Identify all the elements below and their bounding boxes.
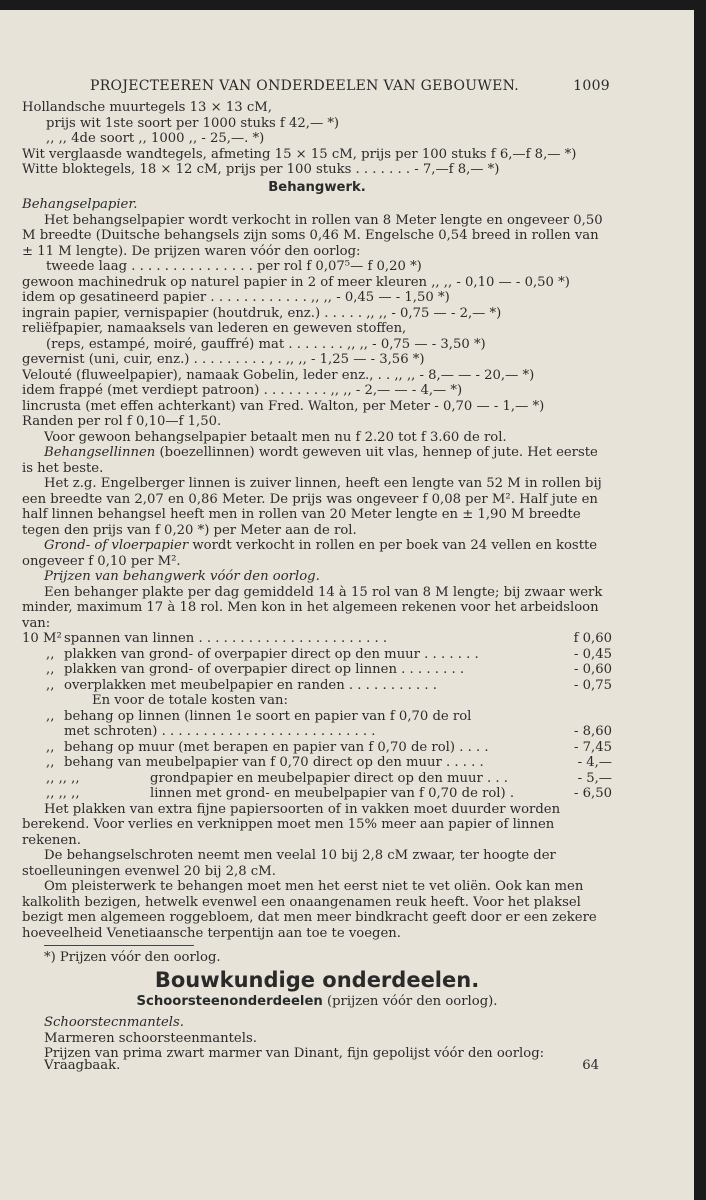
price-line: idem op gesatineerd papier . . . . . . . . . . . . ,, ,, - 0,45 — - 1,50 *) (22, 290, 450, 305)
labor-row (22, 647, 612, 663)
section-subtitle-bold: Schoorsteenonderdeelen (136, 993, 323, 1009)
labor-price: - 0,75 (573, 677, 612, 693)
price-line: idem frappé (met verdiept patroon) . . . . . . . . ,, ,, - 2,— — - 4,— *) (22, 383, 463, 398)
labor-desc: plakken van grond- of overpapier direct op linnen . . . . . . . . (64, 662, 465, 677)
footer-right: 64 (582, 1058, 599, 1073)
paragraph: Om pleisterwerk te behangen moet men het eerst niet te vet oliën. Ook kan men kalkolith bezigen, hetwelk evenwel een onaangenamen reuk heeft. Voor het plaksel bezigt men algemeen roggebloem, dat men meer bindkracht geeft door er een zekere hoeveelheid Venetiaansche terpentijn aan toe te voegen. (22, 879, 597, 941)
section-subtitle (22, 994, 612, 1010)
labor-prefix: ,, ,, ,, (46, 770, 80, 786)
subheading-grondpapier: Grond- of vloerpapier (44, 538, 189, 553)
body-text (22, 100, 612, 1062)
running-header (90, 78, 610, 94)
labor-row (22, 771, 612, 787)
price-line: reliëfpapier, namaaksels van lederen en geweven stoffen, (22, 321, 407, 336)
paragraph: Het plakken van extra fijne papiersoorten of in vakken moet duurder worden berekend. Voor verlies en verknippen moet men 15% meer aan papier of linnen rekenen. (22, 801, 561, 848)
labor-prefix: ,, (46, 646, 55, 662)
paragraph-grond (22, 538, 612, 569)
text-line: Witte bloktegels, 18 × 12 cM, prijs per 100 stuks . . . . . . . - 7,—f 8,— *) (22, 162, 500, 177)
section-heading-behangwerk: Behangwerk. (268, 179, 366, 195)
subheading-behangselpapier: Behangselpapier. (22, 197, 138, 212)
paragraph: Voor gewoon behangselpapier betaalt men nu f 2.20 tot f 3.60 de rol. (44, 429, 507, 445)
section-title: Bouwkundige onderdeelen. (154, 967, 480, 992)
labor-price: - 0,45 (573, 646, 612, 662)
labor-desc: plakken van grond- of overpapier direct op den muur . . . . . . . (64, 646, 479, 662)
text-line: ,, ,, 4de soort ,, 1000 ,, - 25,—. *) (46, 131, 265, 146)
price-line: (reps, estampé, moiré, gauffré) mat . . . . . . . ,, ,, - 0,75 — - 3,50 *) (46, 336, 486, 352)
price-line: Velouté (fluweelpapier), namaak Gobelin, leder enz., . . ,, ,, - 8,— — - 20,— *) (22, 367, 535, 383)
labor-row (22, 786, 612, 802)
labor-price: - 5,— (577, 770, 612, 786)
labor-row (22, 755, 612, 771)
labor-prefix: ,, (46, 677, 55, 693)
price-line: lincrusta (met effen achterkant) van Fred. Walton, per Meter - 0,70 — - 1,— *) (22, 398, 545, 414)
labor-price: - 7,45 (573, 739, 612, 755)
price-line: gevernist (uni, cuir, enz.) . . . . . . . . . , . ,, ,, - 1,25 — - 3,56 *) (22, 352, 425, 367)
labor-prefix: ,, (46, 739, 55, 755)
subheading-prijzen: Prijzen van behangwerk vóór den oorlog. (44, 569, 320, 584)
page-footer (44, 1058, 599, 1073)
price-line: gewoon machinedruk op naturel papier in 2 of meer kleuren ,, ,, - 0,10 — - 0,50 *) (22, 274, 570, 290)
labor-row (22, 740, 612, 756)
labor-row: ,, behang op linnen (linnen 1e soort en papier van f 0,70 de rol (22, 709, 612, 725)
labor-desc: met schroten) . . . . . . . . . . . . . . . . . . . . . . . . . . (64, 724, 376, 739)
labor-row (22, 662, 612, 678)
paragraph-text: wordt verkocht in rollen en per boek van 24 vellen en kostte ongeveer f 0,10 per M². (22, 538, 598, 569)
labor-prefix: ,, (46, 662, 55, 677)
price-line: ingrain papier, vernispapier (houtdruk, enz.) . . . . . ,, ,, - 0,75 — - 2,— *) (22, 305, 502, 321)
price-line: tweede laag . . . . . . . . . . . . . . . per rol f 0,07⁵— f 0,20 *) (46, 259, 422, 274)
document-page (0, 10, 694, 1200)
page-number: 1009 (573, 78, 610, 94)
text-line: Wit verglaasde wandtegels, afmeting 15 × 15 cM, prijs per 100 stuks f 6,—f 8,— *) (22, 146, 577, 162)
labor-row (22, 678, 612, 694)
paragraph-linnen (22, 445, 612, 476)
labor-prefix: ,, ,, ,, (46, 786, 80, 801)
text-line: prijs wit 1ste soort per 1000 stuks f 42,— *) (46, 115, 340, 131)
subheading-behangsellinnen: Behangsellinnen (44, 445, 156, 460)
footer-left: Vraagbaak. (44, 1058, 121, 1073)
labor-desc: spannen van linnen . . . . . . . . . . . . . . . . . . . . . . . (64, 631, 388, 646)
labor-price: - 4,— (577, 755, 612, 770)
labor-row (22, 631, 612, 647)
labor-desc: overplakken met meubelpapier en randen . . . . . . . . . . . (64, 677, 437, 693)
labor-subheading: En voor de totale kosten van: (92, 693, 288, 708)
labor-price: - 0,60 (573, 662, 612, 677)
labor-row (22, 724, 612, 740)
subheading-schoorsteenmantels: Schoorstecnmantels. (44, 1015, 184, 1030)
text-line: Marmeren schoorsteenmantels. (44, 1030, 257, 1046)
footnote-rule (44, 945, 194, 946)
text-line: Prijzen van prima zwart marmer van Dinant, fijn gepolijst vóór den oorlog: (44, 1046, 545, 1061)
labor-desc: behang op linnen (linnen 1e soort en papier van f 0,70 de rol (64, 708, 472, 724)
labor-desc: behang van meubelpapier van f 0,70 direct op den muur . . . . . (64, 755, 484, 770)
paragraph: Het z.g. Engelberger linnen is zuiver linnen, heeft een lengte van 52 M in rollen bij een breedte van 2,07 en 0,86 Meter. De prijs was ongeveer f 0,08 per M². Half jute en half linnen behangsel heeft men in rollen van 20 Meter lengte en ± 1,90 M breedte tegen den prijs van f 0,20 *) per Meter aan de rol. (22, 476, 602, 538)
labor-price: f 0,60 (573, 631, 612, 646)
text-line: Hollandsche muurtegels 13 × 13 cM, (22, 100, 272, 115)
labor-desc: linnen met grond- en meubelpapier van f 0,70 de rol) . (150, 786, 515, 801)
paragraph: Een behanger plakte per dag gemiddeld 14 à 15 rol van 8 M lengte; bij zwaar werk minder, maximum 17 à 18 rol. Men kon in het algemeen rekenen voor het arbeidsloon van: (22, 584, 603, 631)
price-line: Randen per rol f 0,10—f 1,50. (22, 414, 222, 429)
paragraph: Het behangselpapier wordt verkocht in rollen van 8 Meter lengte en ongeveer 0,50 M breedte (Duitsche behangsels zijn soms 0,46 M. Engelsche 0,54 breed in rollen van ± 11 M lengte). De prijzen waren vóór den oorlog: (22, 212, 603, 259)
labor-prefix (22, 724, 64, 740)
running-title: PROJECTEEREN VAN ONDERDEELEN VAN GEBOUWEN. (90, 78, 519, 94)
labor-prefix: ,, (46, 755, 55, 770)
labor-prefix: 10 M² (22, 631, 62, 646)
section-subtitle-rest: (prijzen vóór den oorlog). (322, 993, 498, 1009)
labor-price: - 8,60 (573, 724, 612, 739)
paragraph: De behangselschroten neemt men veelal 10 bij 2,8 cM zwaar, ter hoogte der stoelleuningen evenwel 20 bij 2,8 cM. (22, 848, 556, 879)
paragraph-text: (boezellinnen) wordt geweven uit vlas, hennep of jute. Het eerste is het beste. (22, 445, 598, 476)
labor-desc: behang op muur (met berapen en papier van f 0,70 de rol) . . . . (64, 739, 489, 755)
labor-desc: grondpapier en meubelpapier direct op den muur . . . (150, 770, 509, 786)
footnote: *) Prijzen vóór den oorlog. (44, 950, 221, 965)
labor-price: - 6,50 (573, 786, 612, 801)
